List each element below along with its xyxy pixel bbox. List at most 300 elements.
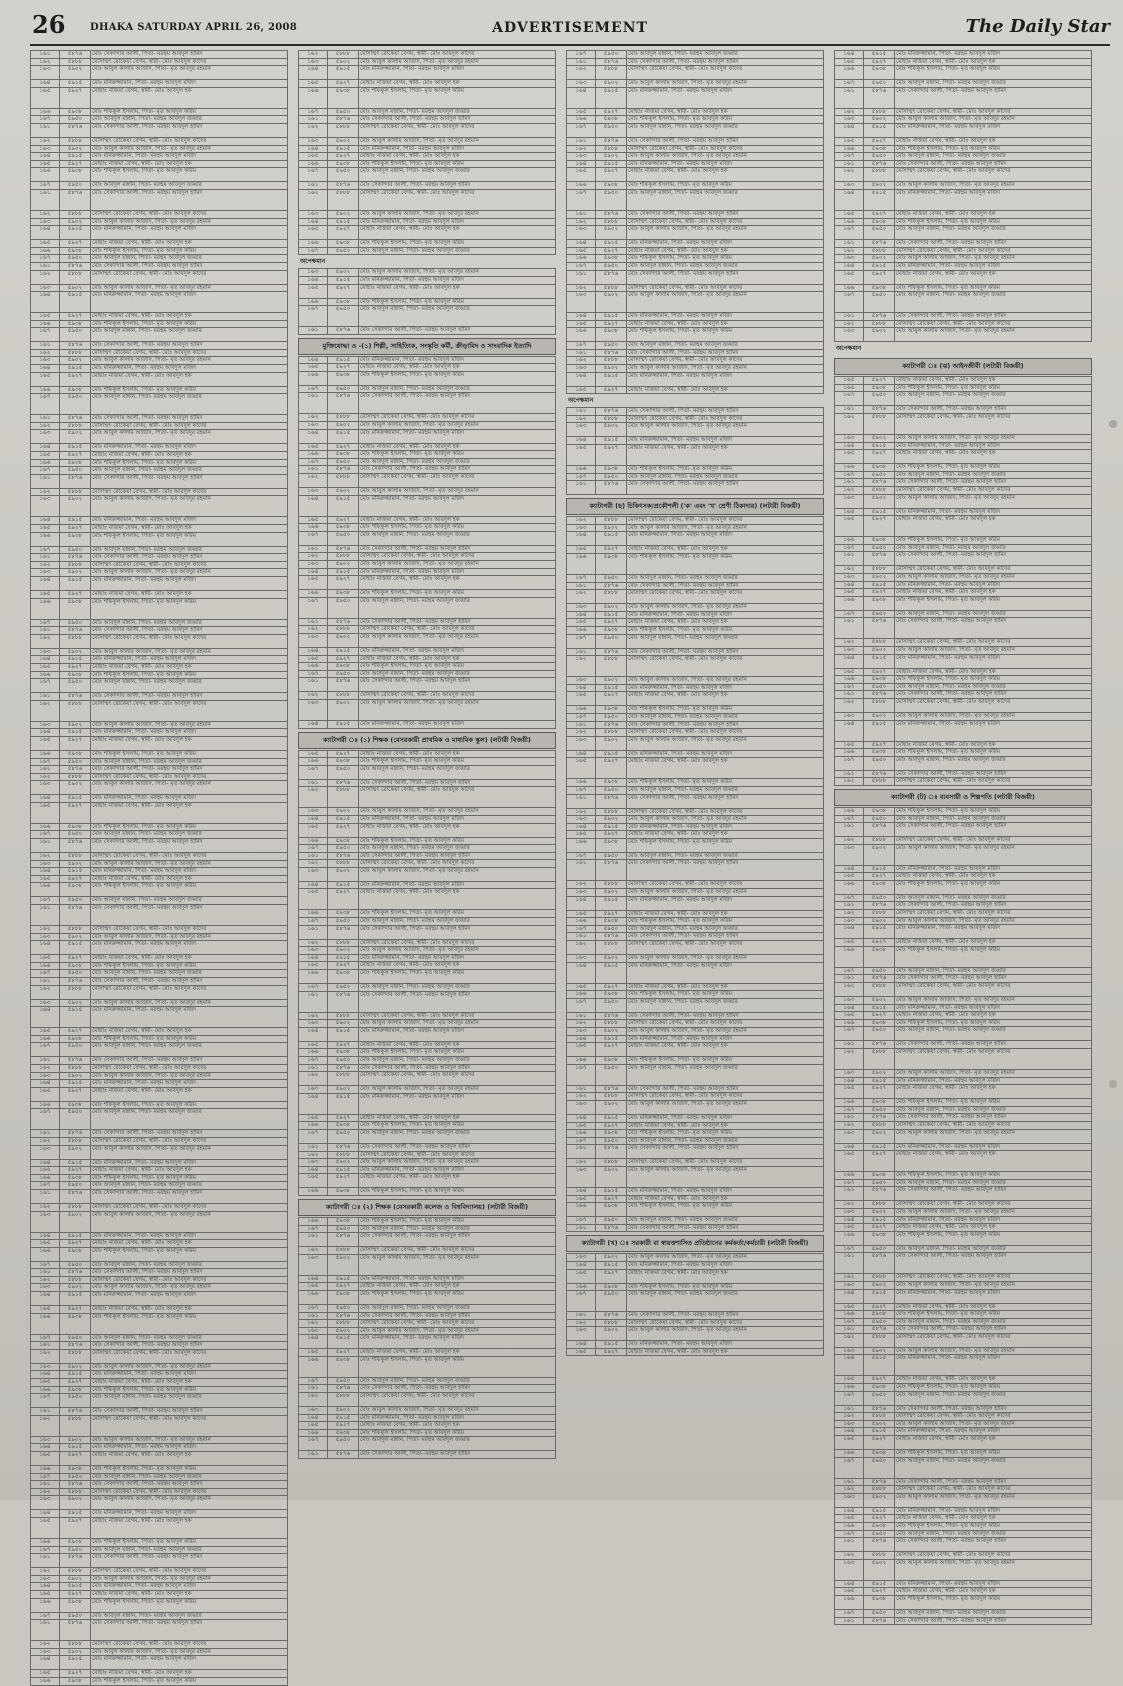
row-serial: ১৬৩	[299, 561, 328, 569]
row-application-no: ৫৮৮৮	[596, 808, 627, 816]
table-row	[299, 516, 556, 524]
row-name: মোঃ মনিরুজ্জামান, পিতা- মরহুম আবদুল মজিদ	[627, 1114, 824, 1122]
row-name: মোঃ আবদুল মান্নান, পিতা- মরহুম আবদুল জব্বার	[627, 262, 824, 270]
row-serial: ১৬১	[299, 116, 328, 124]
table-row	[567, 328, 824, 342]
table-row	[299, 633, 556, 647]
table-row	[835, 1070, 1092, 1078]
row-application-no: ৫৯২৭	[60, 87, 91, 108]
row-name: মোসাম্মৎ রোকেয়া বেগম, স্বামী- মোঃ আবদুল কাদের	[91, 773, 288, 781]
row-serial: ১৬৩	[835, 435, 864, 443]
row-application-no: ৫৯৫০	[596, 786, 627, 794]
row-application-no: ৫৯৩৮	[328, 371, 359, 385]
table-row	[835, 1012, 1092, 1020]
row-name: মোঃ আবদুল মান্নান, পিতা- মরহুম আবদুল জব্বার	[895, 80, 1092, 88]
row-application-no: ৫৯২৭	[328, 1114, 359, 1122]
row-serial: ১৬৭	[567, 925, 596, 933]
row-name: মোঃ আবুল কালাম আজাদ, পিতা- মৃত আবদুর রহমান	[627, 80, 824, 88]
row-serial: ১৬৩	[835, 328, 864, 342]
row-name: মোঃ সেকান্দার আলী, পিতা- মরহুম আবদুল হামিদ	[627, 58, 824, 66]
table-row	[299, 568, 556, 576]
row-application-no: ৫৮৮৮	[596, 357, 627, 365]
row-serial: ১৬৩	[835, 494, 864, 508]
row-name: মোছাঃ নাজমা বেগম, স্বামী- মোঃ আবদুল হক	[895, 873, 1092, 881]
row-application-no: ৫৯৩৮	[596, 779, 627, 787]
table-row	[299, 80, 556, 88]
row-serial: ১৬৩	[31, 66, 60, 80]
row-serial: ১৬৭	[31, 970, 60, 978]
row-application-no: ৫৯৩৮	[864, 218, 895, 226]
row-application-no: ৫৮৮৮	[864, 1333, 895, 1347]
row-application-no: ৫৯৩৮	[60, 1466, 91, 1474]
row-name: মোঃ আবদুল মান্নান, পিতা- মরহুম আবদুল জব্বার	[895, 1530, 1092, 1538]
table-row	[299, 87, 556, 108]
row-application-no: ৫৯২৭	[864, 1012, 895, 1020]
row-serial: ১৬২	[835, 837, 864, 845]
table-row	[567, 721, 824, 729]
row-application-no: ৫৯৫০	[60, 394, 91, 415]
row-name: মোঃ আবুল কালাম আজাদ, পিতা- মৃত আবদুর রহমান	[895, 255, 1092, 263]
table-row	[567, 677, 824, 685]
row-name: মোঃ আবদুল মান্নান, পিতা- মরহুম আবদুল জব্বার	[895, 894, 1092, 902]
row-application-no: ৫৯৫০	[864, 683, 895, 691]
table-row	[567, 983, 824, 991]
row-application-no: ৫৮৮৮	[328, 123, 359, 137]
row-serial: ১৬৫	[299, 962, 328, 970]
row-application-no: ৫৯৩৮	[864, 284, 895, 292]
row-name: মোসাম্মৎ রোকেয়া বেগম, স্বামী- মোঃ আবদুল কাদের	[359, 1247, 556, 1255]
row-name: মোঃ শফিকুল ইসলাম, পিতা- মৃত আবদুল করিম	[91, 168, 288, 182]
table-row	[31, 1080, 288, 1088]
table-row	[299, 815, 556, 823]
row-serial: ১৬৫	[567, 1043, 596, 1057]
row-name: মোঃ শফিকুল ইসলাম, পিতা- মৃত আবদুল করিম	[895, 464, 1092, 472]
row-name: মোঃ আবুল কালাম আজাদ, পিতা- মৃত আবদুর রহমান	[895, 997, 1092, 1005]
row-application-no: ৫৮৮৮	[596, 284, 627, 292]
row-application-no: ৫৮৭৬	[596, 1145, 627, 1159]
table-row	[31, 941, 288, 955]
row-application-no: ৫৮৭৬	[864, 479, 895, 487]
table-row	[835, 1478, 1092, 1486]
row-application-no: ৫৯৩৮	[864, 1099, 895, 1107]
row-serial: ১৬৩	[299, 808, 328, 816]
row-application-no: ৫৮৮৮	[864, 1552, 895, 1560]
table-row	[567, 786, 824, 794]
row-serial: ১৬৫	[835, 741, 864, 749]
row-name: মোঃ আবদুল মান্নান, পিতা- মরহুম আবদুল জব্বার	[91, 1043, 288, 1057]
row-application-no: ৫৮৭৬	[60, 1269, 91, 1277]
row-serial: ১৬২	[835, 1049, 864, 1070]
table-row	[31, 750, 288, 758]
row-application-no: ৫৮৭৬	[328, 466, 359, 474]
table-row	[835, 384, 1092, 392]
row-application-no: ৫৯১৫	[596, 1261, 627, 1269]
table-row	[299, 247, 556, 255]
row-name: মোঃ মনিরুজ্জামান, পিতা- মরহুম আবদুল মজিদ	[895, 1355, 1092, 1376]
table-row	[31, 292, 288, 313]
table-row	[299, 787, 556, 808]
row-name: মোঃ আবদুল মান্নান, পিতা- মরহুম আবদুল জব্বার	[91, 970, 288, 978]
row-serial: ১৬২	[31, 349, 60, 357]
row-name: মোঃ আবুল কালাম আজাদ, পিতা- মৃত আবদুর রহমান	[895, 1129, 1092, 1143]
row-name: মোঃ শফিকুল ইসলাম, পিতা- মৃত আবদুল করিম	[895, 1099, 1092, 1107]
table-row	[835, 1538, 1092, 1552]
table-row	[299, 276, 556, 284]
row-name: মোঃ মনিরুজ্জামান, পিতা- মরহুম আবদুল মজিদ	[895, 925, 1092, 939]
table-row	[299, 524, 556, 532]
row-name: মোঃ আবদুল মান্নান, পিতা- মরহুম আবদুল জব্বার	[895, 292, 1092, 313]
row-application-no: ৫৯৩৮	[596, 918, 627, 926]
table-row	[567, 758, 824, 779]
row-name: মোছাঃ নাজমা বেগম, স্বামী- মোঃ আবদুল হক	[895, 270, 1092, 284]
row-application-no: ৫৯২৭	[328, 1174, 359, 1188]
row-serial: ১৬১	[567, 721, 596, 729]
table-row	[567, 604, 824, 612]
row-application-no: ৫৮৮৮	[328, 787, 359, 808]
category-heading: মুক্তিযোদ্ধা ও -(১) শিল্পী, সাহিত্যিক, সংস্কৃতি কর্মী, ক্রীড়াবিদ ও সাংবাদিক ইত্যাদি	[298, 338, 556, 355]
row-serial: ১৬৭	[299, 1304, 328, 1312]
row-application-no: ৫৮৮৮	[328, 189, 359, 210]
row-name: মোঃ শফিকুল ইসলাম, পিতা- মৃত আবদুল করিম	[359, 837, 556, 845]
row-name: মোঃ শফিকুল ইসলাম, পিতা- মৃত আবদুল করিম	[91, 1598, 288, 1612]
row-application-no: ৫৮৭৬	[60, 189, 91, 210]
row-serial: ১৬৪	[299, 1093, 328, 1114]
row-serial: ১৬৫	[835, 1515, 864, 1523]
row-application-no: ৫৯০২	[864, 1559, 895, 1580]
table-row	[31, 168, 288, 182]
row-name: মোঃ সেকান্দার আলী, পিতা- মরহুম আবদুল হামিদ	[91, 766, 288, 774]
row-name: মোসাম্মৎ রোকেয়া বেগম, স্বামী- মোঃ আবদুল কাদের	[895, 1121, 1092, 1129]
row-application-no: ৫৮৭৬	[596, 721, 627, 729]
row-name: মোঃ শফিকুল ইসলাম, পিতা- মৃত আবদুল করিম	[627, 466, 824, 474]
table-row	[299, 647, 556, 655]
row-serial: ১৬২	[31, 58, 60, 66]
row-application-no: ৫৮৮৮	[328, 553, 359, 561]
row-application-no: ৫৮৭৬	[328, 1064, 359, 1072]
row-name: মোঃ সেকান্দার আলী, পিতা- মরহুম আবদুল হামিদ	[627, 349, 824, 357]
row-serial: ১৬৩	[31, 1648, 60, 1656]
row-name: মোঃ আবদুল মান্নান, পিতা- মরহুম আবদুল জব্বার	[895, 392, 1092, 406]
row-serial: ১৬৩	[299, 1159, 328, 1167]
row-name: মোসাম্মৎ রোকেয়া বেগম, স্বামী- মোঃ আবদুল কাদের	[91, 1064, 288, 1072]
row-name: মোঃ আবদুল মান্নান, পিতা- মরহুম আবদুল জব্বার	[895, 1391, 1092, 1405]
row-name: মোঃ মনিরুজ্জামান, পিতা- মরহুম আবদুল মজিদ	[91, 1371, 288, 1379]
row-serial: ১৬৫	[567, 831, 596, 839]
row-name: মোঃ সেকান্দার আলী, পিতা- মরহুম আবদুল হামিদ	[895, 975, 1092, 983]
table-row	[835, 1515, 1092, 1523]
row-name: মোঃ মনিরুজ্জামান, পিতা- মরহুম আবদুল মজিদ	[359, 429, 556, 443]
table-row	[567, 168, 824, 182]
table-row	[835, 1289, 1092, 1303]
row-application-no: ৫৮৭৬	[328, 779, 359, 787]
column-1	[30, 50, 288, 1684]
row-application-no: ৫৯৩৮	[328, 837, 359, 845]
row-application-no: ৫৯০২	[864, 255, 895, 263]
row-application-no: ৫৯২৭	[328, 284, 359, 298]
row-name: মোছাঃ নাজমা বেগম, স্বামী- মোঃ আবদুল হক	[627, 546, 824, 554]
table-row	[31, 1648, 288, 1656]
row-application-no: ৫৯৩৮	[864, 807, 895, 815]
row-serial: ১৬৭	[567, 262, 596, 270]
table-row	[835, 910, 1092, 918]
row-serial: ১৬৫	[299, 153, 328, 161]
table-row	[567, 1217, 824, 1225]
row-name: মোঃ সেকান্দার আলী, পিতা- মরহুম আবদুল হামিদ	[627, 270, 824, 284]
row-name: মোঃ মনিরুজ্জামান, পিতা- মরহুম আবদুল মজিদ	[91, 576, 288, 590]
row-application-no: ৫৯২৭	[60, 736, 91, 750]
row-application-no: ৫৮৭৬	[328, 678, 359, 692]
row-serial: ১৬৭	[567, 786, 596, 794]
row-name: মোঃ শফিকুল ইসলাম, পিতা- মৃত আবদুল করিম	[895, 384, 1092, 392]
row-name: মোঃ শফিকুল ইসলাম, পিতা- মৃত আবদুল করিম	[359, 663, 556, 671]
table-row	[835, 328, 1092, 342]
row-application-no: ৫৯২৭	[328, 750, 359, 758]
row-name: মোসাম্মৎ রোকেয়া বেগম, স্বামী- মোঃ আবদুল কাদের	[359, 553, 556, 561]
row-application-no: ৫৯০২	[328, 947, 359, 955]
row-application-no: ৫৯৩৮	[60, 750, 91, 758]
row-name: মোছাঃ নাজমা বেগম, স্বামী- মোঃ আবদুল হক	[91, 955, 288, 963]
row-serial: ১৬৭	[31, 897, 60, 905]
row-serial: ১৬১	[567, 1012, 596, 1020]
row-application-no: ৫৮৮৮	[596, 66, 627, 80]
row-serial: ১৬১	[835, 1114, 864, 1122]
row-name: মোঃ মনিরুজ্জামান, পিতা- মরহুম আবদুল মজিদ	[91, 868, 288, 876]
row-name: মোঃ সেকান্দার আলী, পিতা- মরহুম আবদুল হামিদ	[359, 779, 556, 787]
row-application-no: ৫৯১৫	[60, 444, 91, 452]
table-row	[31, 781, 288, 795]
row-name: মোঃ সেকান্দার আলী, পিতা- মরহুম আবদুল হামিদ	[91, 474, 288, 488]
row-name: মোঃ মনিরুজ্জামান, পিতা- মরহুম আবদুল মজিদ	[627, 962, 824, 983]
row-name: মোঃ শফিকুল ইসলাম, পিতা- মৃত আবদুল করিম	[895, 1384, 1092, 1392]
row-name: মোঃ আবুল কালাম আজাদ, পিতা- মৃত আবদুর রহমান	[627, 889, 824, 897]
row-serial: ১৬৩	[567, 1166, 596, 1187]
row-serial: ১৬৫	[31, 1306, 60, 1314]
row-serial: ১৬৪	[31, 941, 60, 955]
table-row	[31, 430, 288, 444]
row-name: মোছাঃ নাজমা বেগম, স্বামী- মোঃ আবদুল হক	[627, 108, 824, 116]
row-name: মোঃ সেকান্দার আলী, পিতা- মরহুম আবদুল হামিদ	[91, 1057, 288, 1065]
row-name: মোঃ আবুল কালাম আজাদ, পিতা- মৃত আবদুর রহমান	[895, 917, 1092, 925]
table-row	[835, 1559, 1092, 1580]
row-name: মোছাঃ নাজমা বেগম, স্বামী- মোঃ আবদুল হক	[359, 1041, 556, 1049]
table-row	[299, 327, 556, 335]
row-name: মোঃ আবুল কালাম আজাদ, পিতা- মৃত আবদুর রহমান	[627, 1166, 824, 1187]
row-serial: ১৬৬	[567, 554, 596, 575]
row-name: মোঃ আবুল কালাম আজাদ, পিতা- মৃত আবদুর রহমান	[91, 569, 288, 577]
row-application-no: ৫৯১৫	[60, 1007, 91, 1028]
row-application-no: ৫৯৫০	[864, 1106, 895, 1114]
row-name: মোসাম্মৎ রোকেয়া বেগম, স্বামী- মোঃ আবদুল কাদের	[359, 692, 556, 700]
row-serial: ১৬১	[835, 313, 864, 321]
row-application-no: ৫৮৭৬	[864, 240, 895, 248]
row-serial: ১৬৭	[31, 619, 60, 627]
table-row	[835, 182, 1092, 190]
row-serial: ১৬৪	[299, 495, 328, 516]
row-serial: ১৬৩	[31, 496, 60, 517]
row-name: মোসাম্মৎ রোকেয়া বেগম, স্বামী- মোঃ আবদুল কাদের	[91, 422, 288, 430]
row-serial: ১৬২	[31, 1203, 60, 1211]
table-row	[299, 1407, 556, 1415]
row-name: মোঃ সেকান্দার আলী, পিতা- মরহুম আবদুল হামিদ	[91, 1130, 288, 1138]
table-row	[31, 247, 288, 255]
row-application-no: ৫৯১৫	[328, 218, 359, 226]
row-serial: ১৬২	[835, 168, 864, 182]
table-row	[567, 226, 824, 240]
row-serial: ১৬৬	[299, 1290, 328, 1304]
row-application-no: ৫৯৫০	[864, 1457, 895, 1478]
table-row	[31, 240, 288, 248]
table-row	[299, 910, 556, 918]
table-row	[835, 1457, 1092, 1478]
row-application-no: ৫৯০২	[864, 1420, 895, 1428]
row-application-no: ৫৯২৭	[864, 1376, 895, 1384]
row-name: মোঃ আবদুল মান্নান, পিতা- মরহুম আবদুল জব্বার	[359, 1225, 556, 1233]
table-row	[835, 1384, 1092, 1392]
row-name: মোঃ মনিরুজ্জামান, পিতা- মরহুম আবদুল মজিদ	[91, 365, 288, 373]
row-serial: ১৬১	[567, 582, 596, 590]
row-application-no: ৫৮৮৮	[60, 1641, 91, 1649]
row-application-no: ৫৯৫০	[864, 1245, 895, 1253]
row-name: মোঃ মনিরুজ্জামান, পিতা- মরহুম আবদুল মজিদ	[895, 1507, 1092, 1515]
row-name: মোসাম্মৎ রোকেয়া বেগম, স্বামী- মোঃ আবদুল কাদের	[895, 566, 1092, 574]
table-row	[835, 262, 1092, 270]
row-name: মোঃ আবদুল মান্নান, পিতা- মরহুম আবদুল জব্বার	[359, 1304, 556, 1312]
table-row	[31, 1575, 288, 1583]
table-row	[835, 153, 1092, 161]
table-row	[567, 582, 824, 590]
row-name: মোঃ আবদুল মান্নান, পিতা- মরহুম আবদুল জব্বার	[91, 1109, 288, 1130]
row-name: মোছাঃ নাজমা বেগম, স্বামী- মোঃ আবদুল হক	[91, 240, 288, 248]
row-serial: ১৬৭	[299, 1377, 328, 1385]
row-name: মোছাঃ নাজমা বেগম, স্বামী- মোঃ আবদুল হক	[359, 1422, 556, 1430]
table-row	[299, 145, 556, 153]
table-row	[31, 1481, 288, 1489]
table-row	[31, 1284, 288, 1292]
row-name: মোসাম্মৎ রোকেয়া বেগম, স্বামী- মোঃ আবদুল কাদের	[91, 1276, 288, 1284]
table-row	[299, 845, 556, 853]
row-application-no: ৫৮৮৮	[328, 414, 359, 422]
row-application-no: ৫৯৫০	[328, 1057, 359, 1065]
table-row	[31, 153, 288, 161]
row-application-no: ৫৯০২	[60, 1496, 91, 1510]
row-application-no: ৫৯১৫	[328, 881, 359, 889]
table-row	[31, 1087, 288, 1101]
row-name: মোঃ সেকান্দার আলী, পিতা- মরহুম আবদুল হামিদ	[359, 116, 556, 124]
row-serial: ১৬৬	[299, 87, 328, 108]
row-serial: ১৬৭	[31, 1109, 60, 1130]
row-application-no: ৫৯৩৮	[60, 108, 91, 116]
row-application-no: ৫৮৭৬	[328, 1312, 359, 1320]
row-application-no: ৫৮৭৬	[596, 1224, 627, 1232]
waiting-label: অপেক্ষমান	[568, 397, 594, 405]
table-row	[567, 619, 824, 627]
row-serial: ১৬৬	[835, 880, 864, 894]
table-row	[299, 1174, 556, 1188]
table-row	[299, 108, 556, 116]
table-row	[299, 765, 556, 779]
row-serial: ১৬৩	[567, 292, 596, 313]
row-name: মোঃ সেকান্দার আলী, পিতা- মরহুম আবদুল হামিদ	[91, 693, 288, 701]
row-name: মোঃ শফিকুল ইসলাম, পিতা- মৃত আবদুল করিম	[895, 66, 1092, 80]
row-application-no: ৫৯২৭	[60, 1452, 91, 1466]
row-application-no: ৫৯৫০	[60, 1182, 91, 1190]
row-application-no: ৫৮৭৬	[328, 618, 359, 626]
row-name: মোঃ আবুল কালাম আজাদ, পিতা- মৃত আবদুর রহমান	[91, 1496, 288, 1510]
table-row	[835, 87, 1092, 108]
table-row	[299, 160, 556, 168]
row-application-no: ৫৯২৭	[60, 1167, 91, 1175]
row-application-no: ৫৯০২	[596, 292, 627, 313]
row-name: মোঃ আবুল কালাম আজাদ, পিতা- মৃত আবদুর রহমান	[359, 867, 556, 881]
table-row	[567, 998, 824, 1012]
row-name: মোসাম্মৎ রোকেয়া বেগম, স্বামী- মোঃ আবদুল কাদের	[627, 517, 824, 525]
table-row	[299, 364, 556, 372]
row-serial: ১৬৬	[31, 247, 60, 255]
row-serial: ১৬২	[835, 1274, 864, 1282]
row-name: মোছাঃ নাজমা বেগম, স্বামী- মোঃ আবদুল হক	[627, 1122, 824, 1130]
row-name: মোঃ সেকান্দার আলী, পিতা- মরহুম আবদুল হামিদ	[91, 1342, 288, 1350]
table-row	[835, 720, 1092, 741]
row-name: মোছাঃ নাজমা বেগম, স্বামী- মোঃ আবদুল হক	[359, 823, 556, 837]
row-name: মোঃ শফিকুল ইসলাম, পিতা- মৃত আবদুল করিম	[359, 240, 556, 248]
row-application-no: ৫৯৩৮	[328, 524, 359, 532]
row-name: মোঃ মনিরুজ্জামান, পিতা- মরহুম আবদুল মজিদ	[359, 495, 556, 516]
row-name: মোঃ আবদুল মান্নান, পিতা- মরহুম আবদুল জব্বার	[359, 1057, 556, 1065]
row-name: মোসাম্মৎ রোকেয়া বেগম, স্বামী- মোঃ আবদুল কাদের	[627, 1159, 824, 1167]
row-serial: ১৬৪	[567, 1035, 596, 1043]
row-name: মোছাঃ নাজমা বেগম, স্বামী- মোঃ আবদুল হক	[91, 525, 288, 533]
row-serial: ১৬৩	[31, 284, 60, 292]
table-row	[299, 1437, 556, 1451]
row-name: মোছাঃ নাজমা বেগম, স্বামী- মোঃ আবদুল হক	[91, 1670, 288, 1678]
table-row	[567, 684, 824, 692]
table-row	[835, 479, 1092, 487]
row-serial: ১৬১	[835, 1326, 864, 1334]
row-application-no: ৫৯৫০	[60, 970, 91, 978]
row-application-no: ৫৯৫০	[60, 116, 91, 124]
table-row	[835, 1172, 1092, 1180]
row-serial: ১৬২	[299, 51, 328, 59]
row-serial: ১৬১	[31, 1189, 60, 1203]
row-application-no: ৫৮৭৬	[864, 160, 895, 168]
row-serial: ১৬৬	[835, 807, 864, 815]
table-row	[835, 1617, 1092, 1625]
row-application-no: ৫৯৫০	[60, 679, 91, 693]
row-application-no: ৫৯২৭	[60, 802, 91, 823]
row-name: মোসাম্মৎ রোকেয়া বেগম, স্বামী- মোঃ আবদুল কাদের	[627, 881, 824, 889]
table-row	[567, 255, 824, 263]
row-name: মোঃ সেকান্দার আলী, পিতা- মরহুম আবদুল হামিদ	[895, 160, 1092, 168]
row-name: মোঃ শফিকুল ইসলাম, পিতা- মৃত আবদুল করিম	[627, 255, 824, 263]
row-serial: ১৬৫	[299, 516, 328, 524]
row-name: মোঃ মনিরুজ্জামান, পিতা- মরহুম আবদুল মজিদ	[359, 1093, 556, 1114]
row-name: মোঃ শফিকুল ইসলাম, পিতা- মৃত আবদুল করিম	[359, 1429, 556, 1437]
table-row	[567, 808, 824, 816]
row-name: মোছাঃ নাজমা বেগম, স্বামী- মোঃ আবদুল হক	[359, 1349, 556, 1357]
row-name: মোসাম্মৎ রোকেয়া বেগম, স্বামী- মোঃ আবদুল কাদের	[359, 1320, 556, 1328]
row-serial: ১৬৪	[567, 823, 596, 831]
table-row	[567, 473, 824, 481]
row-name: মোঃ আবদুল মান্নান, পিতা- মরহুম আবদুল জব্বার	[627, 473, 824, 481]
row-serial: ১৬৬	[567, 706, 596, 714]
table-row	[31, 58, 288, 66]
table-row	[835, 1326, 1092, 1334]
row-application-no: ৫৯৩৮	[864, 145, 895, 153]
row-serial: ১৬৭	[567, 1217, 596, 1225]
row-name: মোছাঃ নাজমা বেগম, স্বামী- মোঃ আবদুল হক	[895, 668, 1092, 676]
row-name: মোঃ মনিরুজ্জামান, পিতা- মরহুম আবদুল মজিদ	[627, 240, 824, 248]
table-row	[835, 1609, 1092, 1617]
